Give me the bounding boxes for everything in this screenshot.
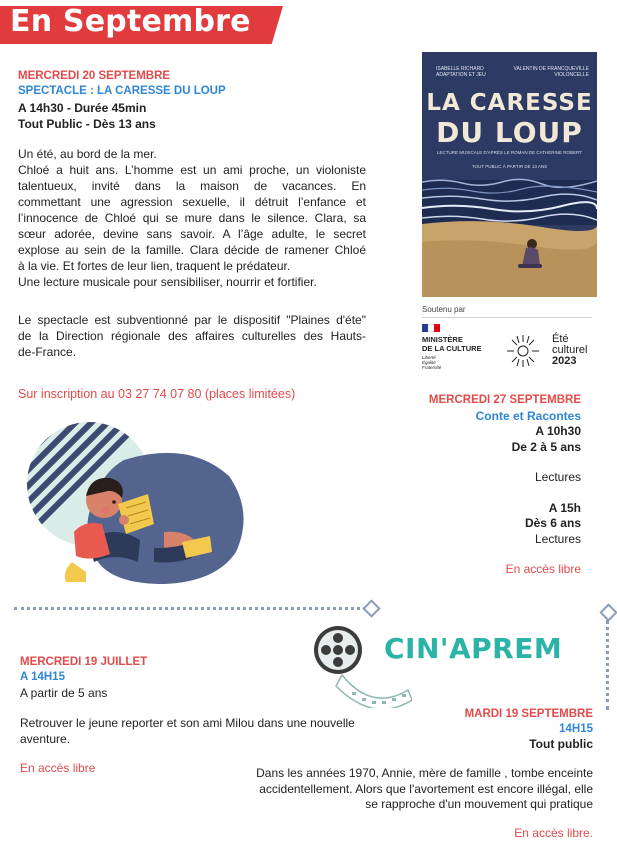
event4-time: 14H15 [559, 723, 593, 735]
event1-audience: Tout Public - Dès 13 ans [18, 117, 156, 131]
poster-text: ISABELLE RICHARD [436, 66, 484, 72]
ete-culturel-logo [552, 334, 587, 367]
desc-line: Dans les années 1970, Annie, mère de famille , tombe enceinte [256, 766, 593, 780]
subsidy-line: de-France. [18, 345, 77, 359]
poster-title-line2: DU LOUP [436, 116, 583, 149]
event2-activity2: Lectures [534, 531, 581, 546]
event1-subsidy [18, 312, 366, 360]
desc-line: se rapproche d'un mouvement qui pratique [365, 797, 593, 811]
vertical-divider [606, 620, 609, 710]
event4-header [333, 707, 593, 752]
ete-line3: 2023 [552, 355, 577, 367]
desc-line: Un été, au bord de la mer. [18, 147, 157, 161]
event1-date: MERCREDI 20 SEPTEMBRE [18, 70, 171, 82]
poster-image [422, 52, 597, 297]
event4-audience: Tout public [529, 737, 593, 751]
event2-time1: A 10h30 [535, 424, 581, 438]
page-title: En Septembre [10, 4, 251, 39]
poster-text: VALENTIN DE FRANCQUEVILLE [513, 66, 589, 72]
event2-activity1: Lectures [534, 470, 581, 484]
cinaprem-logo-text: CIN'APREM [384, 632, 563, 665]
event4-description [193, 766, 593, 813]
motto: Égalité [422, 360, 436, 365]
motto: Fraternité [422, 365, 442, 370]
ete-line2: culturel [552, 344, 588, 356]
section-divider [14, 607, 366, 610]
desc-line: talentueux, invité dans la maison de vacances. En [18, 179, 366, 193]
event2-title: Conte et Racontes [475, 408, 581, 423]
event2-date: MERCREDI 27 SEPTEMBRE [428, 394, 581, 406]
event4-date: MARDI 19 SEPTEMBRE [464, 708, 593, 720]
event2-access: En accès libre [505, 562, 581, 576]
sponsor-divider [422, 317, 592, 318]
desc-line: l’innocence de Chloé qui se mure dans le silence. Clara, sa [18, 211, 366, 225]
ministry-logo [422, 324, 482, 370]
registration-info: Sur inscription au 03 27 74 07 80 (places limitées) [18, 387, 296, 401]
desc-line: Une lecture musicale pour sensibiliser, nourrir et fortifier. [18, 275, 317, 289]
poster-text: VIOLONCELLE [554, 72, 589, 78]
desc-line: Retrouver le jeune reporter et son ami Milou dans une nouvelle [20, 716, 355, 730]
ete-culturel-sun-icon [503, 333, 547, 369]
event1-time: A 14h30 - Durée 45min [18, 101, 147, 115]
poster-author-right [514, 66, 589, 78]
event2-age2: Dès 6 ans [524, 516, 581, 530]
subsidy-line: Le spectacle est subventionné par le dispositif "Plaines d'éte" [18, 313, 366, 327]
event3-date: MERCREDI 19 JUILLET [20, 656, 148, 668]
ete-line1: Été [552, 333, 569, 345]
desc-line: commettant une agression sexuelle, il détruit l’enfance et [18, 195, 366, 209]
poster-title-line1: LA CARESSE [426, 90, 593, 116]
desc-line: sœur adorée, devine sans savoir. A l’âge adulte, le secret [18, 227, 366, 241]
ministry-line2: DE LA CULTURE [422, 344, 482, 353]
french-flag-icon [422, 324, 440, 332]
poster-author-left [436, 66, 486, 78]
event3-time: A 14H15 [20, 671, 65, 683]
motto: Liberté [422, 355, 436, 360]
event2-block [321, 393, 581, 578]
poster-tagline: TOUT PUBLIC À PARTIR DE 13 ANS [471, 164, 548, 169]
sponsor-label: Soutenu par [422, 305, 466, 314]
event3-age: A partir de 5 ans [20, 686, 108, 700]
subsidy-line: de la Direction régionale des affaires culturelles des Hauts- [18, 329, 366, 343]
desc-line: aventure. [20, 732, 71, 746]
poster-illustration [422, 52, 597, 297]
desc-line: explose au sein de la famille. Clara décide de ramener Chloé [18, 243, 366, 257]
event1-title: SPECTACLE : LA CARESSE DU LOUP [18, 85, 226, 97]
desc-line: Chloé a huit ans. L’homme est un ami proche, un violoniste [18, 163, 366, 177]
desc-line: accidentellement. Alors que l'avortement est encore illégal, elle [259, 781, 593, 796]
ministry-line1: MINISTÈRE [422, 335, 463, 344]
divider-diamond-icon [599, 603, 617, 621]
poster-text: ADAPTATION ET JEU [436, 72, 486, 78]
event1-description [18, 146, 366, 290]
event4-access: En accès libre. [514, 826, 593, 840]
event2-age1: De 2 à 5 ans [511, 439, 581, 454]
reading-child-illustration [14, 412, 254, 590]
event3-access: En accès libre [20, 761, 96, 775]
poster-subtitle: LECTURE MUSICALE D'APRÈS LE ROMAN DE CATHERINE ROBERT [437, 150, 582, 155]
divider-diamond-icon [362, 599, 380, 617]
event2-time2: A 15h [548, 500, 581, 515]
desc-line: à la vie. Et fortes de leur lien, traquent le prédateur. [18, 259, 291, 273]
